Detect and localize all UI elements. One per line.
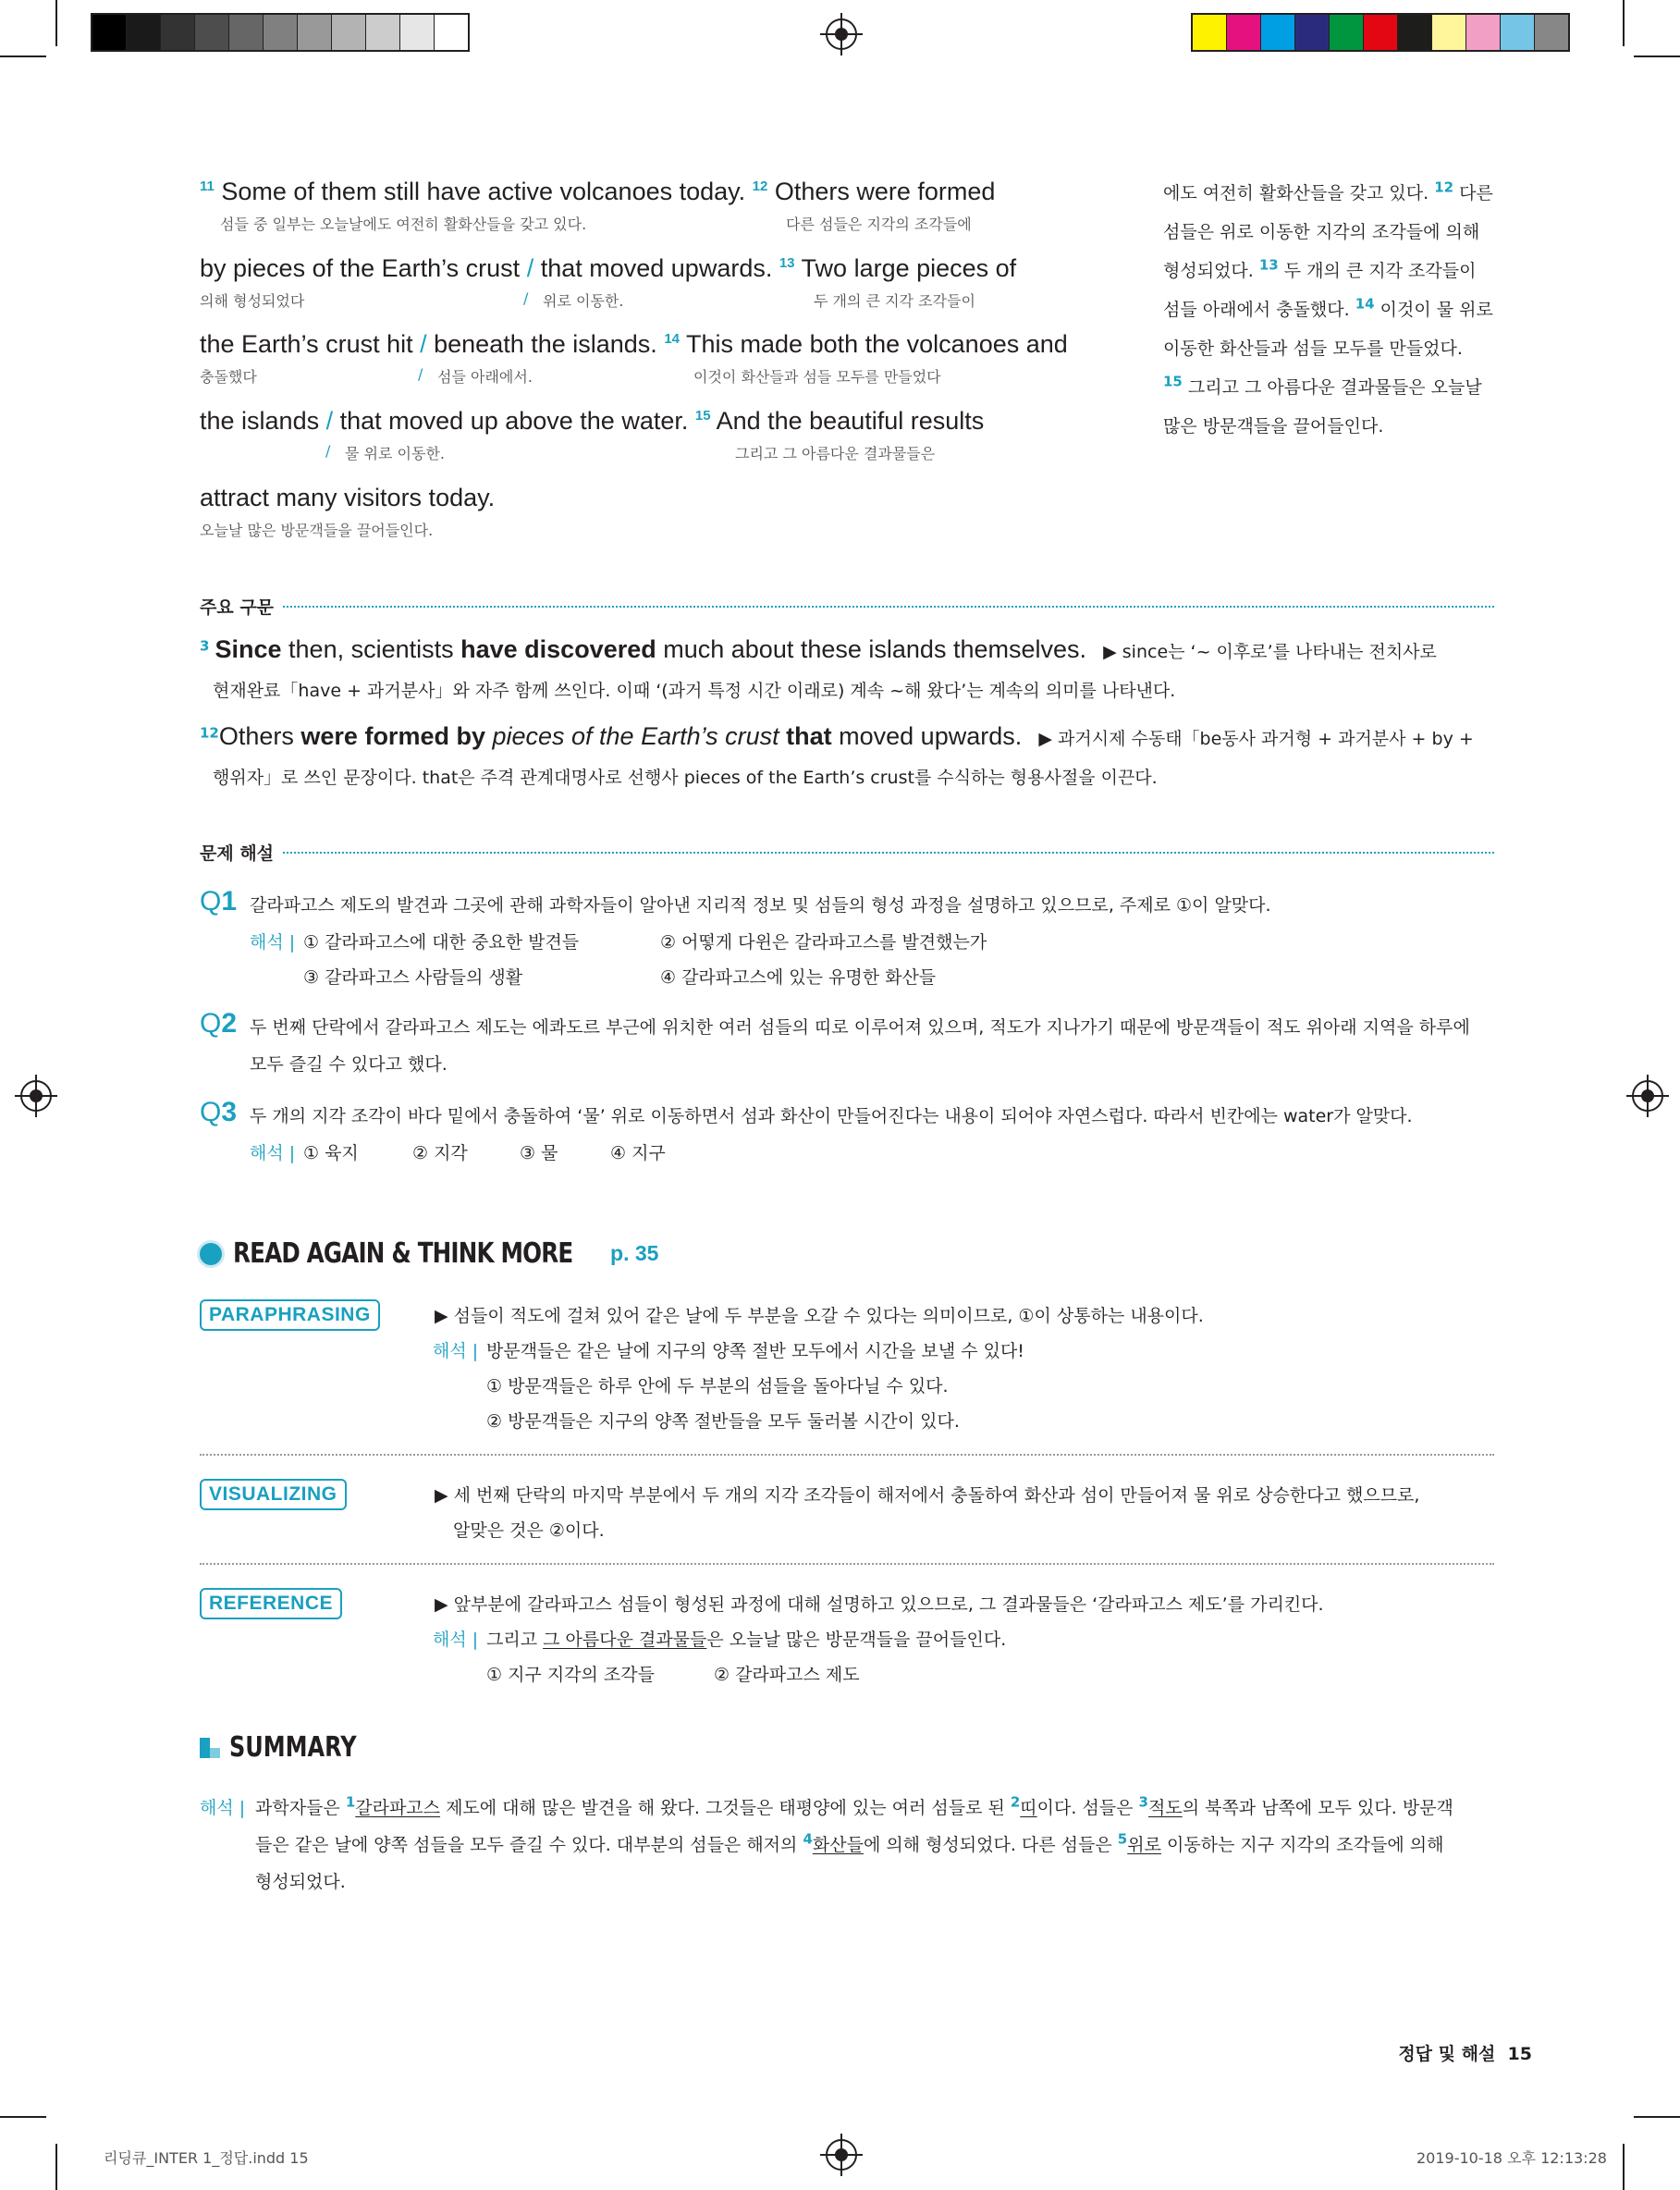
visualizing-explanation: ▶ 세 번째 단락의 마지막 부분에서 두 개의 지각 조각들이 해저에서 충돌하여 화산과 섬이 만들어져 물 위로 상승한다고 했으므로, bbox=[435, 1485, 1420, 1506]
section-title: SUMMARY bbox=[229, 1731, 357, 1764]
english-text: that moved upwards. bbox=[533, 254, 779, 282]
color-swatch bbox=[435, 15, 468, 50]
dotted-rule bbox=[283, 606, 1494, 608]
summary-heading bbox=[200, 1731, 388, 1764]
color-swatch bbox=[1227, 15, 1261, 50]
heading-text: 주요 구문 bbox=[200, 597, 275, 618]
paraphrasing-translation-label: 해석 | bbox=[433, 1341, 479, 1361]
side-text: 이것이 물 위로 bbox=[1374, 300, 1493, 320]
passage-line-5 bbox=[200, 484, 495, 512]
sentence-number: 15 bbox=[694, 408, 711, 424]
side-text: 그리고 그 아름다운 결과물들은 오늘날 bbox=[1182, 377, 1482, 398]
english-text: This made both the volcanoes and bbox=[680, 330, 1068, 358]
summary-text: 과학자들은 bbox=[255, 1798, 346, 1818]
color-swatch bbox=[1295, 15, 1330, 50]
summary-text: 의 북쪽과 남쪽에 모두 있다. 방문객 bbox=[1182, 1798, 1453, 1818]
reference-tag: REFERENCE bbox=[200, 1588, 342, 1619]
gloss: 위로 이동한. bbox=[543, 292, 624, 310]
sentence-number: 12 bbox=[200, 724, 219, 742]
crop-mark bbox=[1634, 2116, 1680, 2118]
crop-mark bbox=[55, 2144, 57, 2190]
key-structures-heading bbox=[200, 594, 1494, 619]
sentence-number: 3 bbox=[200, 637, 210, 655]
english-text: much about these islands themselves. bbox=[656, 635, 1086, 663]
visualizing-tag: VISUALIZING bbox=[200, 1479, 347, 1510]
sentence-number: 13 bbox=[1258, 256, 1279, 274]
gloss: 두 개의 큰 지각 조각들이 bbox=[814, 292, 975, 310]
q3-translation-label: 해석 | bbox=[250, 1143, 296, 1163]
questions-heading bbox=[200, 840, 1494, 865]
q1-option-1: ① 갈라파고스에 대한 중요한 발견들 bbox=[303, 932, 580, 953]
grammar-note: ▶ since는 ‘~ 이후로’를 나타내는 전치사로 bbox=[1103, 642, 1437, 662]
summary-text: 제도에 대해 많은 발견을 해 왔다. 그것들은 태평양에 있는 여러 섬들로 된 bbox=[440, 1798, 1011, 1818]
english-text: Some of them still have active volcanoes today. bbox=[214, 178, 753, 205]
gloss: 의해 형성되었다 bbox=[200, 292, 305, 310]
bullet-circle-icon bbox=[200, 1243, 222, 1265]
color-swatch bbox=[1432, 15, 1466, 50]
q2-explanation-cont: 모두 즐길 수 있다고 했다. bbox=[250, 1054, 448, 1075]
grammar-note: ▶ 과거시제 수동태「be동사 과거형 + 과거분사 + by + bbox=[1038, 729, 1474, 749]
color-swatch bbox=[1501, 15, 1535, 50]
paraphrasing-translation: 방문객들은 같은 날에 지구의 양쪽 절반 모두에서 시간을 보낼 수 있다! bbox=[486, 1341, 1024, 1361]
paraphrasing-option-1: ① 방문객들은 하루 안에 두 부분의 섬들을 돌아다닐 수 있다. bbox=[486, 1376, 949, 1396]
key-structure-1 bbox=[200, 631, 1503, 671]
color-swatch bbox=[127, 15, 161, 50]
q1-explanation: 갈라파고스 제도의 발견과 그곳에 관해 과학자들이 알아낸 지리적 정보 및 섬들의 형성 과정을 설명하고 있으므로, 주제로 ①이 알맞다. bbox=[250, 895, 1271, 916]
english-text: pieces of the Earth’s crust bbox=[484, 722, 779, 750]
q3-option-4: ④ 지구 bbox=[610, 1143, 666, 1163]
color-swatch bbox=[1193, 15, 1227, 50]
english-text: the Earth’s crust hit bbox=[200, 330, 421, 358]
q-letter: Q bbox=[200, 1008, 222, 1039]
q1-option-2: ② 어떻게 다윈은 갈라파고스를 발견했는가 bbox=[660, 932, 987, 953]
reference-option-2: ② 갈라파고스 제도 bbox=[714, 1665, 860, 1685]
blank-answer: 위로 bbox=[1127, 1835, 1161, 1855]
registration-mark-right bbox=[1632, 1080, 1663, 1112]
english-text: Others bbox=[218, 722, 301, 750]
keyword: were formed by bbox=[300, 722, 485, 750]
english-text: moved upwards. bbox=[831, 722, 1023, 750]
key-structure-2 bbox=[200, 718, 1503, 757]
gloss: 섬들 아래에서. bbox=[437, 368, 533, 386]
side-text: 이동한 화산들과 섬들 모두를 만들었다. bbox=[1163, 338, 1463, 359]
gloss: 섬들 중 일부는 오늘날에도 여전히 활화산들을 갖고 있다. bbox=[220, 215, 587, 233]
side-text: 섬들은 위로 이동한 지각의 조각들에 의해 bbox=[1163, 222, 1480, 242]
color-swatch bbox=[1330, 15, 1364, 50]
sentence-number: 13 bbox=[779, 255, 795, 271]
summary-text: 에 의해 형성되었다. 다른 섬들은 bbox=[863, 1835, 1118, 1855]
color-swatch bbox=[1364, 15, 1398, 50]
side-translation bbox=[1163, 174, 1514, 446]
q1-translation-label: 해석 | bbox=[250, 932, 296, 953]
english-text: And the beautiful results bbox=[710, 407, 985, 435]
crop-mark bbox=[55, 0, 57, 46]
blank-answer: 적도 bbox=[1147, 1798, 1183, 1818]
english-text: Two large pieces of bbox=[794, 254, 1017, 282]
english-text: beneath the islands. bbox=[426, 330, 665, 358]
keyword: that bbox=[779, 722, 832, 750]
side-text: 많은 방문객들을 끌어들인다. bbox=[1163, 416, 1384, 437]
sentence-number: 14 bbox=[1355, 295, 1375, 313]
grammar-note-cont: 현재완료「have + 과거분사」와 자주 함께 쓰인다. 이때 ‘(과거 특정 시간 이래로) 계속 ~해 왔다’는 계속의 의미를 나타낸다. bbox=[213, 681, 1176, 701]
gloss: 오늘날 많은 방문객들을 끌어들인다. bbox=[200, 522, 434, 539]
color-swatch bbox=[229, 15, 264, 50]
gloss: 다른 섬들은 지각의 조각들에 bbox=[786, 215, 972, 233]
gloss: 충돌했다 bbox=[200, 368, 257, 386]
underlined-phrase: 그 아름다운 결과물들 bbox=[543, 1630, 707, 1650]
chunk-slash: / bbox=[420, 330, 427, 358]
paraphrasing-explanation: ▶ 섬들이 적도에 걸쳐 있어 같은 날에 두 부분을 오갈 수 있다는 의미이므로, ①이 상통하는 내용이다. bbox=[435, 1306, 1204, 1326]
read-again-heading bbox=[200, 1237, 658, 1270]
blank-answer: 화산들 bbox=[812, 1835, 864, 1855]
q1-option-3: ③ 갈라파고스 사람들의 생활 bbox=[303, 967, 523, 988]
english-text: Others were formed bbox=[767, 178, 996, 205]
grammar-note-cont: 행위자」로 쓰인 문장이다. that은 주격 관계대명사로 선행사 pieces of the Earth’s crust를 수식하는 형용사절을 이끈다. bbox=[213, 768, 1158, 788]
q2-label bbox=[200, 1008, 237, 1040]
keyword: have discovered bbox=[460, 635, 656, 663]
english-text: by pieces of the Earth’s crust bbox=[200, 254, 527, 282]
color-swatch bbox=[1261, 15, 1295, 50]
color-swatch bbox=[366, 15, 400, 50]
english-text: then, scientists bbox=[281, 635, 461, 663]
chunk-slash: / bbox=[526, 254, 534, 282]
color-swatch bbox=[195, 15, 229, 50]
slug-timestamp: 2019-10-18 오후 12:13:28 bbox=[1416, 2149, 1607, 2167]
blank-number: 4 bbox=[803, 1830, 813, 1848]
dotted-divider bbox=[200, 1563, 1494, 1565]
paraphrasing-tag: PARAPHRASING bbox=[200, 1299, 380, 1331]
registration-mark-left bbox=[20, 1080, 52, 1112]
summary-line-3: 형성되었다. bbox=[255, 1872, 346, 1892]
q-number: 2 bbox=[221, 1008, 238, 1039]
section-title: READ AGAIN & THINK MORE bbox=[233, 1237, 573, 1270]
crop-mark bbox=[1623, 0, 1625, 46]
q-letter: Q bbox=[200, 886, 222, 917]
reference-option-1: ① 지구 지각의 조각들 bbox=[486, 1665, 655, 1685]
summary-translation-label: 해석 | bbox=[200, 1798, 246, 1818]
page-footer bbox=[1398, 2040, 1532, 2065]
side-text: 형성되었다. bbox=[1163, 261, 1254, 281]
q-letter: Q bbox=[200, 1097, 222, 1127]
reference-translation-label: 해석 | bbox=[433, 1630, 479, 1650]
passage-line-1 bbox=[200, 178, 995, 206]
english-text: the islands bbox=[200, 407, 326, 435]
gloss-slash: / bbox=[325, 442, 331, 460]
gray-color-bar bbox=[91, 13, 470, 52]
q3-option-2: ② 지각 bbox=[412, 1143, 468, 1163]
chunk-slash: / bbox=[325, 407, 334, 435]
page-reference: p. 35 bbox=[610, 1241, 659, 1265]
q-number: 1 bbox=[221, 886, 238, 917]
blank-answer: 띠 bbox=[1020, 1798, 1037, 1818]
dotted-divider bbox=[200, 1454, 1494, 1456]
color-swatch bbox=[1535, 15, 1568, 50]
side-text: 에도 여전히 활화산들을 갖고 있다. bbox=[1163, 183, 1429, 203]
passage-line-4 bbox=[200, 407, 984, 436]
color-swatch bbox=[92, 15, 127, 50]
passage-line-2 bbox=[200, 254, 1016, 283]
color-swatch bbox=[298, 15, 332, 50]
sentence-number: 12 bbox=[752, 178, 768, 194]
blank-number: 5 bbox=[1117, 1830, 1128, 1848]
keyword: Since bbox=[215, 635, 282, 663]
q3-explanation: 두 개의 지각 조각이 바다 밑에서 충돌하여 ‘물’ 위로 이동하면서 섬과 화산이 만들어진다는 내용이 되어야 자연스럽다. 따라서 빈칸에는 water가 알맞다. bbox=[250, 1106, 1413, 1126]
dotted-rule bbox=[283, 852, 1494, 854]
side-text: 섬들 아래에서 충돌했다. bbox=[1163, 300, 1350, 320]
summary-line-2 bbox=[255, 1831, 1443, 1856]
summary-text: 이다. 섬들은 bbox=[1036, 1798, 1139, 1818]
color-swatch bbox=[332, 15, 366, 50]
blank-number: 1 bbox=[345, 1793, 356, 1811]
color-swatch bbox=[1398, 15, 1432, 50]
registration-mark-bottom bbox=[826, 2139, 857, 2171]
q3-option-1: ① 육지 bbox=[303, 1143, 359, 1163]
gloss-slash: / bbox=[418, 365, 423, 383]
q2-explanation: 두 번째 단락에서 갈라파고스 제도는 에콰도르 부근에 위치한 여러 섬들의 띠로 이루어져 있으며, 적도가 지나가기 때문에 방문객들이 적도 위아래 지역을 하루에 bbox=[250, 1017, 1470, 1038]
heading-text: 문제 해설 bbox=[200, 843, 275, 864]
blank-answer: 갈라파고스 bbox=[355, 1798, 441, 1818]
crop-mark bbox=[1634, 55, 1680, 57]
paraphrasing-option-2: ② 방문객들은 지구의 양쪽 절반들을 모두 둘러볼 시간이 있다. bbox=[486, 1411, 960, 1432]
reference-explanation: ▶ 앞부분에 갈라파고스 섬들이 형성된 과정에 대해 설명하고 있으므로, 그 결과물들은 ‘갈라파고스 제도’를 가리킨다. bbox=[435, 1594, 1324, 1615]
footer-section: 정답 및 해설 bbox=[1398, 2044, 1496, 2064]
gloss: 그리고 그 아름다운 결과물들은 bbox=[735, 445, 936, 462]
q-number: 3 bbox=[221, 1097, 238, 1127]
passage-line-3 bbox=[200, 330, 1068, 359]
side-text: 다른 bbox=[1453, 183, 1493, 203]
gloss: 물 위로 이동한. bbox=[345, 445, 445, 462]
color-swatch bbox=[1466, 15, 1501, 50]
crop-mark bbox=[0, 55, 46, 57]
sentence-number: 14 bbox=[664, 331, 680, 347]
english-text: that moved up above the water. bbox=[333, 407, 695, 435]
blank-number: 3 bbox=[1138, 1793, 1148, 1811]
q3-option-3: ③ 물 bbox=[520, 1143, 558, 1163]
color-swatch bbox=[400, 15, 435, 50]
sentence-number: 12 bbox=[1434, 178, 1454, 196]
blank-number: 2 bbox=[1010, 1793, 1021, 1811]
crop-mark bbox=[1623, 2144, 1625, 2190]
gloss-slash: / bbox=[523, 289, 529, 307]
english-text: attract many visitors today. bbox=[200, 484, 496, 511]
registration-mark-top bbox=[826, 18, 857, 50]
visualizing-explanation-cont: 알맞은 것은 ②이다. bbox=[453, 1520, 605, 1541]
summary-text: 이동하는 지구 지각의 조각들에 의해 bbox=[1160, 1835, 1444, 1855]
translation-text: 은 오늘날 많은 방문객들을 끌어들인다. bbox=[706, 1630, 1007, 1650]
q1-label bbox=[200, 886, 237, 917]
summary-text: 들은 같은 날에 양쪽 섬들을 모두 즐길 수 있다. 대부분의 섬들은 해저의 bbox=[255, 1835, 803, 1855]
slug-filename: 리딩큐_INTER 1_정답.indd 15 bbox=[104, 2149, 309, 2167]
q1-option-4: ④ 갈라파고스에 있는 유명한 화산들 bbox=[660, 967, 937, 988]
crop-mark bbox=[0, 2116, 46, 2118]
summary-line-1 bbox=[255, 1794, 1453, 1819]
color-swatch bbox=[161, 15, 195, 50]
color-swatch bbox=[264, 15, 298, 50]
gloss: 이것이 화산들과 섬들 모두를 만들었다 bbox=[693, 368, 941, 386]
translation-text: 그리고 bbox=[486, 1630, 544, 1650]
q3-label bbox=[200, 1097, 237, 1128]
sentence-number: 15 bbox=[1163, 373, 1183, 390]
process-color-bar bbox=[1191, 13, 1570, 52]
summary-square-icon bbox=[200, 1738, 220, 1758]
sentence-number: 11 bbox=[200, 178, 215, 194]
page-number: 15 bbox=[1507, 2044, 1532, 2064]
reference-translation bbox=[486, 1626, 1006, 1651]
side-text: 두 개의 큰 지각 조각들이 bbox=[1278, 261, 1477, 281]
